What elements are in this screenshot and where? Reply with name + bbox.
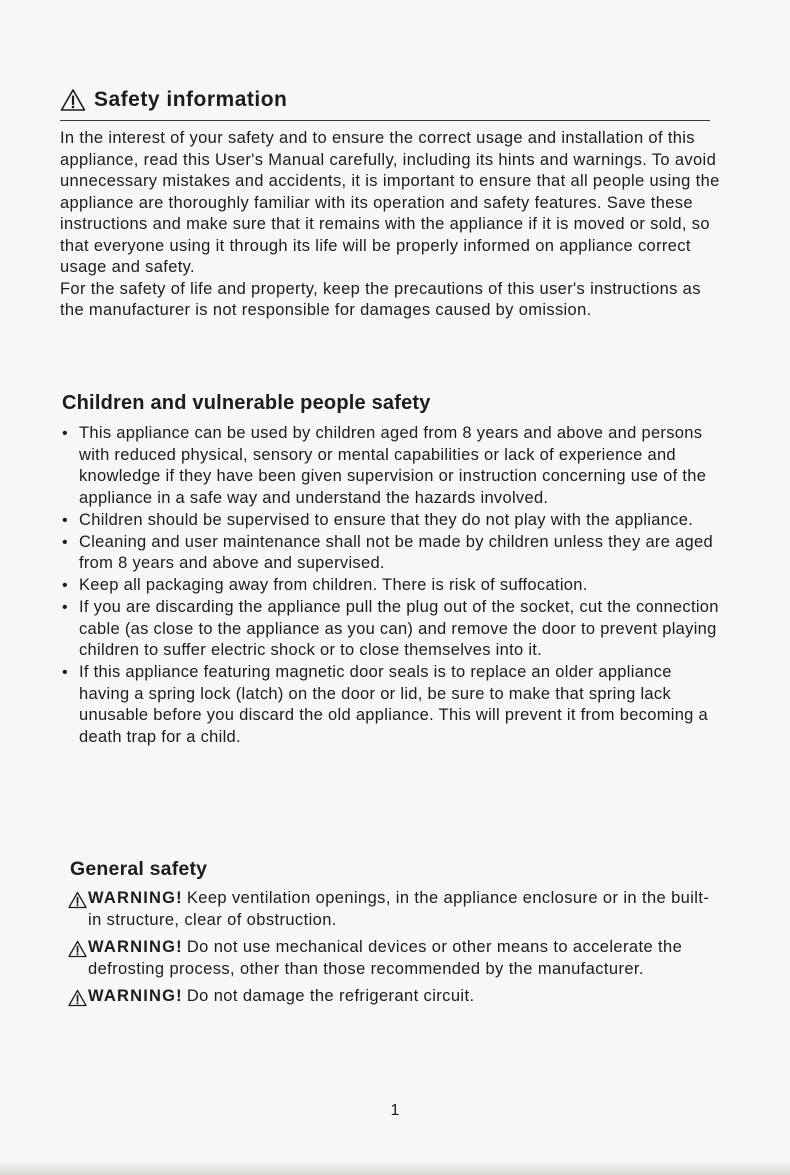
- warning-triangle-icon: [68, 891, 87, 909]
- warning-item: [68, 888, 718, 931]
- page-number: 1: [390, 1102, 400, 1119]
- warning-item: [68, 937, 718, 980]
- warning-text: Keep ventilation openings, in the appliance enclosure or in the built-in structure, clear of obstruction.: [88, 889, 710, 929]
- general-safety-warnings: [68, 888, 718, 1014]
- intro-paragraph: For the safety of life and property, keep the precautions of this user's instructions as the manufacturer is not responsible for damages caused by omission.: [60, 279, 701, 319]
- bullet-icon: •: [62, 425, 68, 442]
- intro-text: [60, 128, 720, 322]
- warning-label: WARNING!: [88, 938, 183, 956]
- title-row: [60, 88, 710, 112]
- section-heading-children: Children and vulnerable people safety: [62, 392, 431, 414]
- list-item: • This appliance can be used by children aged from 8 years and above and persons with reduced physical, sensory or mental capabilities or lack of experience and knowledge if they have been given supervision or instruction concerning use of the appliance in a safe way and understand the hazards involved.: [62, 424, 707, 507]
- bullet-icon: •: [62, 577, 68, 594]
- title-divider: [60, 120, 710, 121]
- warning-triangle-icon: [68, 989, 87, 1007]
- intro-paragraph: In the interest of your safety and to ensure the correct usage and installation of this appliance, read this User's Manual carefully, including its hints and warnings. To avoid unnecessary mistakes and accidents, it is important to ensure that all people using the appliance are thoroughly familiar with its operation and safety features. Save these instructions and make sure that it remains with the appliance if it is moved or sold, so that everyone using it through its life will be properly informed on appliance correct usage and safety.: [60, 129, 720, 276]
- warning-label: WARNING!: [88, 889, 183, 907]
- warning-label: WARNING!: [88, 987, 183, 1005]
- bullet-icon: •: [62, 533, 68, 551]
- page-edge: [0, 1161, 790, 1175]
- list-item: • If you are discarding the appliance pull the plug out of the socket, cut the connection cable (as close to the appliance as you can) and remove the door to prevent playing children to suffer electric shock or to close themselves into it.: [62, 598, 719, 659]
- section-heading-general: General safety: [70, 858, 208, 880]
- page-title: Safety information: [94, 88, 288, 111]
- bullet-icon: •: [62, 664, 68, 681]
- bullet-icon: •: [62, 511, 68, 529]
- list-item: • If this appliance featuring magnetic door seals is to replace an older appliance having a spring lock (latch) on the door or lid, be sure to make that spring lack unusable before you discard the old appliance. This will prevent it from becoming a death trap for a child.: [62, 663, 709, 746]
- list-item: • Cleaning and user maintenance shall not be made by children unless they are aged from 8 years and above and supervised.: [62, 532, 713, 572]
- warning-text: Do not use mechanical devices or other means to accelerate the defrosting process, other than those recommended by the manufacturer.: [88, 938, 683, 978]
- warning-item: [68, 986, 718, 1008]
- list-item: • Keep all packaging away from children. There is risk of suffocation.: [60, 575, 725, 597]
- warning-text: Do not damage the refrigerant circuit.: [186, 987, 475, 1005]
- list-item: • Children should be supervised to ensure that they do not play with the appliance.: [60, 510, 725, 532]
- children-safety-list: [60, 423, 725, 749]
- bullet-icon: •: [62, 599, 68, 616]
- warning-triangle-icon: [68, 940, 87, 958]
- warning-triangle-icon: [60, 88, 86, 112]
